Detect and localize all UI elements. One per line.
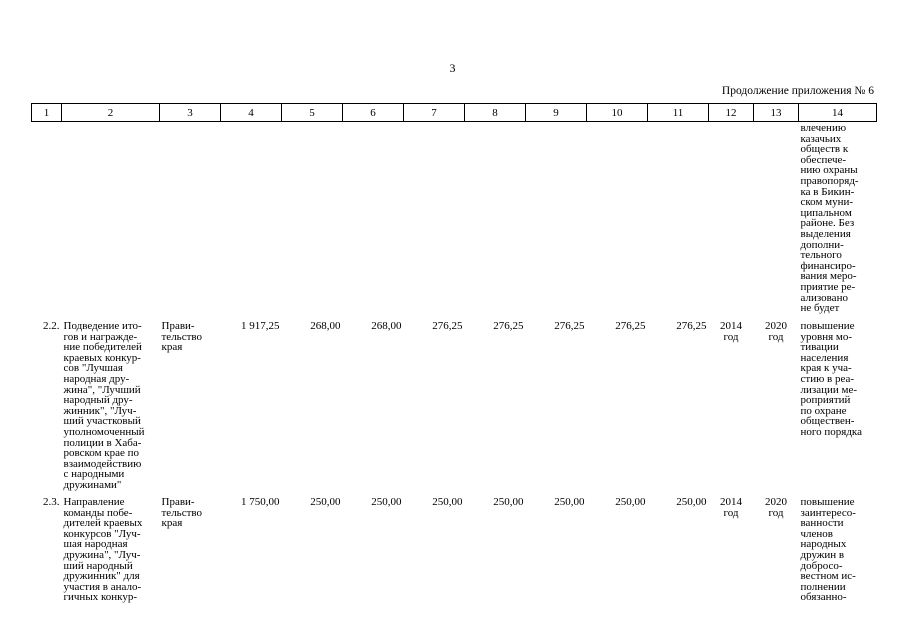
amount-cell: 268,00	[310, 320, 341, 332]
appendix-caption: Продолжение приложения № 6	[721, 85, 874, 97]
column-header: 11	[648, 104, 709, 122]
measure-name: Направление команды побе- дителей краевых конкурсов "Луч- шая народная дружина", "Луч- ший народный дружинник" для участия в анало- гичных конкур-	[63, 496, 143, 604]
column-header: 14	[799, 104, 877, 122]
amount-cell: 250,00	[615, 496, 646, 508]
end-year: 2020 год	[765, 320, 787, 343]
total-amount: 1 917,25	[241, 320, 280, 332]
result-cell: влечению казачьих обществ к обеспече- нию охраны правопоряд- ка в Бикин- ском муни- ципальном районе. Без выделения дополни- тельного финансиро- вания меро- приятие ре- ализовано не будет	[800, 122, 859, 315]
amount-cell: 276,25	[554, 320, 585, 332]
amount-cell: 276,25	[615, 320, 646, 332]
column-header: 3	[160, 104, 221, 122]
column-header: 7	[404, 104, 465, 122]
amount-cell: 276,25	[676, 320, 707, 332]
column-header: 6	[343, 104, 404, 122]
row-index: 2.2.	[43, 320, 60, 332]
amount-cell: 250,00	[493, 496, 524, 508]
column-header: 8	[465, 104, 526, 122]
amount-cell: 268,00	[371, 320, 402, 332]
total-amount: 1 750,00	[241, 496, 280, 508]
column-header: 2	[62, 104, 160, 122]
executor-cell: Прави- тельство края	[161, 496, 203, 530]
amount-cell: 250,00	[371, 496, 402, 508]
page-number: 3	[449, 61, 456, 75]
column-header: 12	[709, 104, 754, 122]
result-cell: повышение заинтересо- ванности членов народных дружин в добросо- вестном ис- полнении обязанно-	[800, 496, 856, 604]
amount-cell: 250,00	[554, 496, 585, 508]
amount-cell: 250,00	[676, 496, 707, 508]
start-year: 2014 год	[720, 320, 742, 343]
column-header: 4	[221, 104, 282, 122]
amount-cell: 250,00	[432, 496, 463, 508]
amount-cell: 276,25	[493, 320, 524, 332]
empty-cell	[32, 122, 799, 316]
column-header: 1	[32, 104, 62, 122]
column-header: 10	[587, 104, 648, 122]
result-cell: повышение уровня мо- тивации населения края к уча- стию в реа- лизации ме- роприятий по охране обществен- ного порядка	[800, 320, 862, 438]
row-index: 2.3.	[43, 496, 60, 508]
table-row	[32, 491, 877, 603]
table-row-continuation	[32, 122, 877, 316]
appendix-table	[31, 103, 877, 603]
table-row	[32, 315, 877, 491]
column-header: 13	[754, 104, 799, 122]
amount-cell: 250,00	[310, 496, 341, 508]
header-row	[32, 104, 877, 122]
measure-name: Подведение ито- гов и награжде- ние победителей краевых конкур- сов "Лучшая народная дру- жина", "Лучший народный дру- жинник", "Луч- ший участковый уполномоченный полиции в Хаба- ровском крае по взаимодействию с народными дружинами"	[63, 320, 145, 491]
amount-cell: 276,25	[432, 320, 463, 332]
column-header: 9	[526, 104, 587, 122]
executor-cell: Прави- тельство края	[161, 320, 203, 354]
start-year: 2014 год	[720, 496, 742, 519]
column-header: 5	[282, 104, 343, 122]
end-year: 2020 год	[765, 496, 787, 519]
